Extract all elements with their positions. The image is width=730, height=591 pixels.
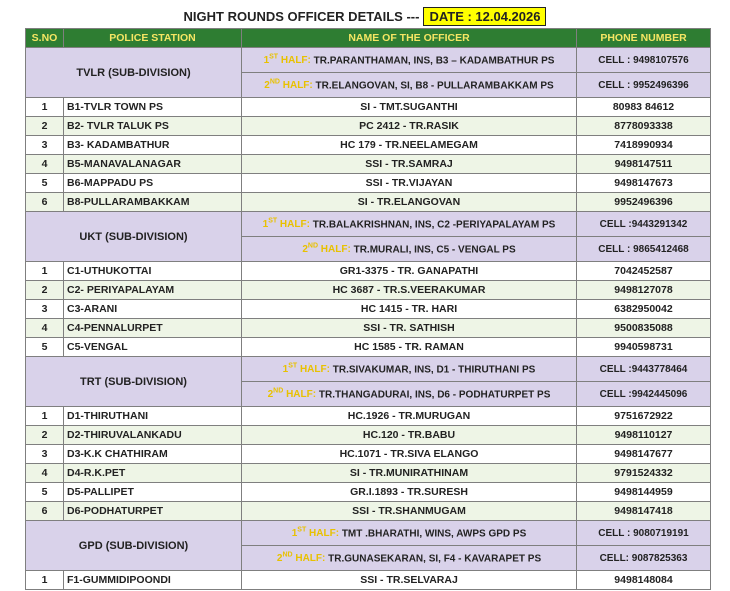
first-half-label: 1ST HALF: [263,53,311,67]
col-header-station: POLICE STATION [64,29,242,48]
row-officer: SSI - TR.SHANMUGAM [242,502,577,521]
table-row [26,117,711,136]
row-phone: 8778093338 [577,117,711,136]
table-row [26,502,711,521]
row-phone: 9498147673 [577,174,711,193]
second-half-label: 2ND HALF: [264,78,313,92]
row-station: D5-PALLIPET [64,483,242,502]
second-half-text: TR.GUNASEKARAN, SI, F4 - KAVARAPET PS [328,553,542,565]
second-half-cell: CELL: 9087825363 [577,546,711,571]
second-half-officer [242,237,577,262]
row-station: B8-PULLARAMBAKKAM [64,193,242,212]
table-row [26,338,711,357]
row-sno: 4 [26,319,64,338]
table-row [26,136,711,155]
page-title [0,4,730,28]
row-officer: SI - TR.ELANGOVAN [242,193,577,212]
second-half-officer [242,382,577,407]
row-phone: 9952496396 [577,193,711,212]
row-station: B2- TVLR TALUK PS [64,117,242,136]
row-officer: SI - TMT.SUGANTHI [242,98,577,117]
row-sno: 6 [26,502,64,521]
first-half-label: 1ST HALF: [262,217,310,231]
second-half-cell: CELL : 9952496396 [577,73,711,98]
first-half-officer [242,48,577,73]
row-station: C3-ARANI [64,300,242,319]
subdivision-row [26,212,711,237]
second-half-officer [242,73,577,98]
row-sno: 5 [26,174,64,193]
first-half-text: TR.PARANTHAMAN, INS, B3 – KADAMBATHUR PS [313,55,555,67]
second-half-label: 2ND HALF: [267,387,317,401]
table-row [26,483,711,502]
table-row [26,262,711,281]
row-sno: 1 [26,571,64,590]
row-station: F1-GUMMIDIPOONDI [64,571,242,590]
subdivision-row [26,48,711,73]
header-row [26,29,711,48]
table-row [26,426,711,445]
row-station: D1-THIRUTHANI [64,407,242,426]
row-sno: 6 [26,193,64,212]
row-phone: 9498147418 [577,502,711,521]
row-officer: HC 1585 - TR. RAMAN [242,338,577,357]
row-sno: 2 [26,426,64,445]
table-row [26,174,711,193]
row-phone: 6382950042 [577,300,711,319]
first-half-text: TR.SIVAKUMAR, INS, D1 - THIRUTHANI PS [332,364,536,376]
table-row [26,464,711,483]
subdivision-name: TVLR (SUB-DIVISION) [26,48,242,98]
subdivision-name: GPD (SUB-DIVISION) [26,521,242,571]
row-phone: 7418990934 [577,136,711,155]
table-row [26,407,711,426]
first-half-officer [242,521,577,546]
row-station: C1-UTHUKOTTAI [64,262,242,281]
first-half-cell: CELL : 9080719191 [577,521,711,546]
row-officer: PC 2412 - TR.RASIK [242,117,577,136]
second-half-label: 2ND HALF: [302,242,351,256]
first-half-text: TMT .BHARATHI, WINS, AWPS GPD PS [341,528,527,540]
row-phone: 9791524332 [577,464,711,483]
row-sno: 1 [26,98,64,117]
row-officer: HC.1926 - TR.MURUGAN [242,407,577,426]
subdivision-row [26,357,711,382]
row-officer: SSI - TR. SATHISH [242,319,577,338]
row-phone: 9498147511 [577,155,711,174]
row-phone: 9498147677 [577,445,711,464]
table-body [26,48,711,590]
row-station: D2-THIRUVALANKADU [64,426,242,445]
row-officer: HC 3687 - TR.S.VEERAKUMAR [242,281,577,300]
second-half-officer [242,546,577,571]
second-half-cell: CELL : 9865412468 [577,237,711,262]
row-station: C5-VENGAL [64,338,242,357]
second-half-cell: CELL :9942445096 [577,382,711,407]
subdivision-name: UKT (SUB-DIVISION) [26,212,242,262]
row-station: B1-TVLR TOWN PS [64,98,242,117]
row-phone: 9940598731 [577,338,711,357]
second-half-text: TR.MURALI, INS, C5 - VENGAL PS [353,244,516,256]
table-row [26,193,711,212]
row-station: D3-K.K CHATHIRAM [64,445,242,464]
row-station: D6-PODHATURPET [64,502,242,521]
row-sno: 3 [26,445,64,464]
row-officer: SSI - TR.SAMRAJ [242,155,577,174]
row-sno: 1 [26,262,64,281]
row-phone: 9498148084 [577,571,711,590]
table-row [26,319,711,338]
first-half-cell: CELL :9443291342 [577,212,711,237]
first-half-officer [242,212,577,237]
second-half-text: TR.THANGADURAI, INS, D6 - PODHATURPET PS [318,389,551,401]
second-half-text: TR.ELANGOVAN, SI, B8 - PULLARAMBAKKAM PS [315,80,554,92]
row-officer: HC 179 - TR.NEELAMEGAM [242,136,577,155]
table-row [26,445,711,464]
row-officer: HC.120 - TR.BABU [242,426,577,445]
subdivision-name: TRT (SUB-DIVISION) [26,357,242,407]
col-header-officer: NAME OF THE OFFICER [242,29,577,48]
row-sno: 3 [26,300,64,319]
table-row [26,281,711,300]
row-phone: 7042452587 [577,262,711,281]
table-row [26,155,711,174]
row-station: C2- PERIYAPALAYAM [64,281,242,300]
row-phone: 9498110127 [577,426,711,445]
row-station: B6-MAPPADU PS [64,174,242,193]
row-officer: SI - TR.MUNIRATHINAM [242,464,577,483]
table-row [26,300,711,319]
row-officer: SSI - TR.VIJAYAN [242,174,577,193]
row-station: C4-PENNALURPET [64,319,242,338]
row-officer: SSI - TR.SELVARAJ [242,571,577,590]
row-officer: GR.I.1893 - TR.SURESH [242,483,577,502]
row-officer: HC 1415 - TR. HARI [242,300,577,319]
row-station: B5-MANAVALANAGAR [64,155,242,174]
row-phone: 9500835088 [577,319,711,338]
first-half-cell: CELL : 9498107576 [577,48,711,73]
col-header-sno: S.NO [26,29,64,48]
row-phone: 9751672922 [577,407,711,426]
first-half-text: TR.BALAKRISHNAN, INS, C2 -PERIYAPALAYAM PS [312,219,556,231]
row-station: B3- KADAMBATHUR [64,136,242,155]
first-half-label: 1ST HALF: [291,526,340,540]
row-sno: 2 [26,281,64,300]
row-officer: GR1-3375 - TR. GANAPATHI [242,262,577,281]
row-phone: 9498144959 [577,483,711,502]
first-half-officer [242,357,577,382]
second-half-label: 2ND HALF: [276,551,326,565]
subdivision-row [26,521,711,546]
date-badge: DATE : 12.04.2026 [423,7,546,26]
officer-table [25,28,711,590]
row-phone: 9498127078 [577,281,711,300]
row-sno: 5 [26,483,64,502]
row-sno: 4 [26,464,64,483]
row-station: D4-R.K.PET [64,464,242,483]
row-sno: 4 [26,155,64,174]
row-sno: 3 [26,136,64,155]
table-row [26,571,711,590]
row-phone: 80983 84612 [577,98,711,117]
row-sno: 2 [26,117,64,136]
table-row [26,98,711,117]
title-text: NIGHT ROUNDS OFFICER DETAILS --- [183,8,420,24]
row-sno: 5 [26,338,64,357]
col-header-phone: PHONE NUMBER [577,29,711,48]
row-sno: 1 [26,407,64,426]
row-officer: HC.1071 - TR.SIVA ELANGO [242,445,577,464]
first-half-label: 1ST HALF: [282,362,330,376]
first-half-cell: CELL :9443778464 [577,357,711,382]
